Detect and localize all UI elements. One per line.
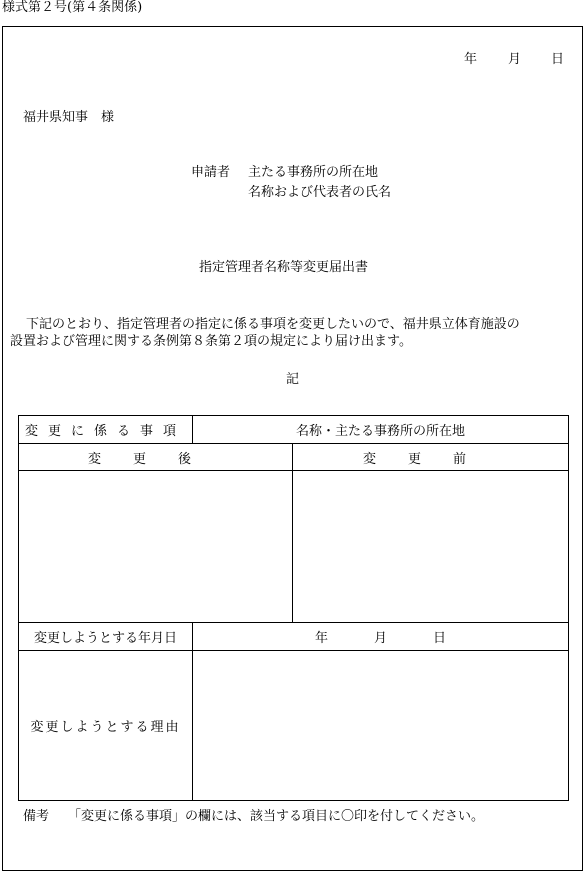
item-label-cell: 変更に係る事項 <box>19 416 193 444</box>
table-row <box>19 416 569 444</box>
change-details-table <box>18 415 569 801</box>
item-value-cell: 名称・主たる事務所の所在地 <box>193 416 569 444</box>
table-row <box>19 471 569 623</box>
date-day-label: 日 <box>551 52 565 67</box>
date-month-label: 月 <box>508 52 522 67</box>
table-date-month: 月 <box>374 631 388 646</box>
form-number-label: 様式第２号(第４条関係) <box>2 0 143 15</box>
after-content-cell[interactable] <box>19 471 293 623</box>
table-row <box>19 444 569 471</box>
after-label-cell: 変更後 <box>19 444 293 471</box>
document-title: 指定管理者名称等変更届出書 <box>199 260 369 275</box>
table-date-year: 年 <box>314 631 328 646</box>
applicant-label: 申請者 <box>191 165 231 180</box>
body-text-line-2: 設置および管理に関する条例第８条第２項の規定により届け出ます。 <box>10 334 412 349</box>
addressee: 福井県知事 様 <box>23 110 115 125</box>
before-label-cell: 変更前 <box>293 444 569 471</box>
applicant-name-label: 名称および代表者の氏名 <box>248 185 392 200</box>
note-label: 備考 <box>23 809 50 824</box>
date-year-label: 年 <box>464 52 478 67</box>
table-date-day: 日 <box>433 631 447 646</box>
applicant-address-label: 主たる事務所の所在地 <box>248 165 379 180</box>
ki-heading: 記 <box>286 372 300 387</box>
note-text: 「変更に係る事項」の欄には、該当する項目に〇印を付してください。 <box>68 809 485 824</box>
table-row <box>19 651 569 801</box>
before-content-cell[interactable] <box>293 471 569 623</box>
table-row <box>19 623 569 651</box>
date-value-cell[interactable] <box>193 623 569 651</box>
date-label-cell: 変更しようとする年月日 <box>19 623 193 651</box>
reason-label-cell: 変更しようとする理由 <box>19 651 193 801</box>
reason-content-cell[interactable] <box>193 651 569 801</box>
body-text-line-1: 下記のとおり、指定管理者の指定に係る事項を変更したいので、福井県立体育施設の <box>26 317 520 332</box>
